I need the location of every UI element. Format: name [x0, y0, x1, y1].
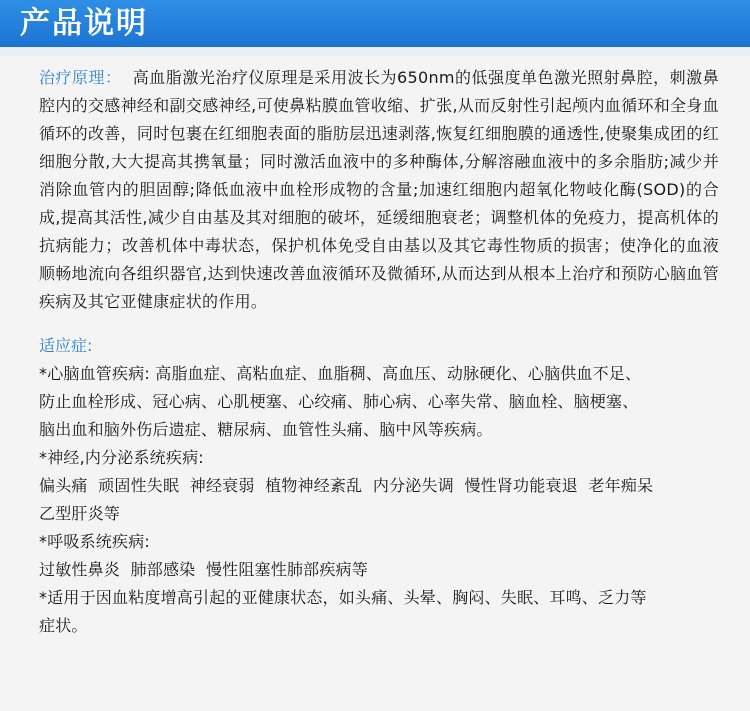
indication-line: *心脑血管疾病: 高脂血症、高粘血症、血脂稠、高血压、动脉硬化、心脑供血不足、: [39, 364, 642, 383]
indication-line: 症状。: [39, 616, 88, 635]
page-title: 产品说明: [20, 6, 148, 41]
indications-label: 适应症:: [39, 336, 93, 355]
indication-line: *呼吸系统疾病:: [39, 532, 150, 551]
indication-line: 防止血栓形成、冠心病、心肌梗塞、心绞痛、肺心病、心率失常、脑血栓、脑梗塞、: [39, 392, 639, 411]
principle-paragraph: [39, 64, 719, 316]
header-divider: [0, 47, 750, 56]
indication-line: *神经,内分泌系统疾病:: [39, 448, 204, 467]
principle-label: 治疗原理：: [39, 68, 122, 87]
indication-line: 过敏性鼻炎 肺部感染 慢性阻塞性肺部疾病等: [39, 560, 368, 579]
principle-text: 高血脂激光治疗仪原理是采用波长为650nm的低强度单色激光照射鼻腔，刺激鼻腔内的交感神经和副交感神经,可使鼻粘膜血管收缩、扩张,从而反射性引起颅内血循环和全身血循环的改善，同时包裹在红细胞表面的脂肪层迅速剥落,恢复红细胞膜的通透性,使聚集成团的红细胞分散,大大提高其携氧量；同时激活血液中的多种酶体,分解溶融血液中的多余脂肪;减少并消除血管内的胆固醇;降低血液中血栓形成物的含量;加速红细胞内超氧化物岐化酶(SOD)的合成,提高其活性,减少自由基及其对细胞的破坏，延缓细胞衰老；调整机体的免疫力，提高机体的抗病能力；改善机体中毒状态，保护机体免受自由基以及其它毒性物质的损害；使净化的血液顺畅地流向各组织器官,达到快速改善血液循环及微循环,从而达到从根本上治疗和预防心脑血管疾病及其它亚健康症状的作用。: [39, 68, 719, 311]
indication-line: 偏头痛 顽固性失眠 神经衰弱 植物神经紊乱 内分泌失调 慢性肾功能衰退 老年痴呆: [39, 476, 654, 495]
header-bar: [0, 0, 750, 47]
product-description: [39, 64, 719, 640]
indication-line: 乙型肝炎等: [39, 504, 121, 523]
indication-line: 脑出血和脑外伤后遗症、糖尿病、血管性头痛、脑中风等疾病。: [39, 420, 493, 439]
indication-line: *适用于因血粘度增高引起的亚健康状态，如头痛、头晕、胸闷、失眠、耳鸣、乏力等: [39, 588, 647, 607]
